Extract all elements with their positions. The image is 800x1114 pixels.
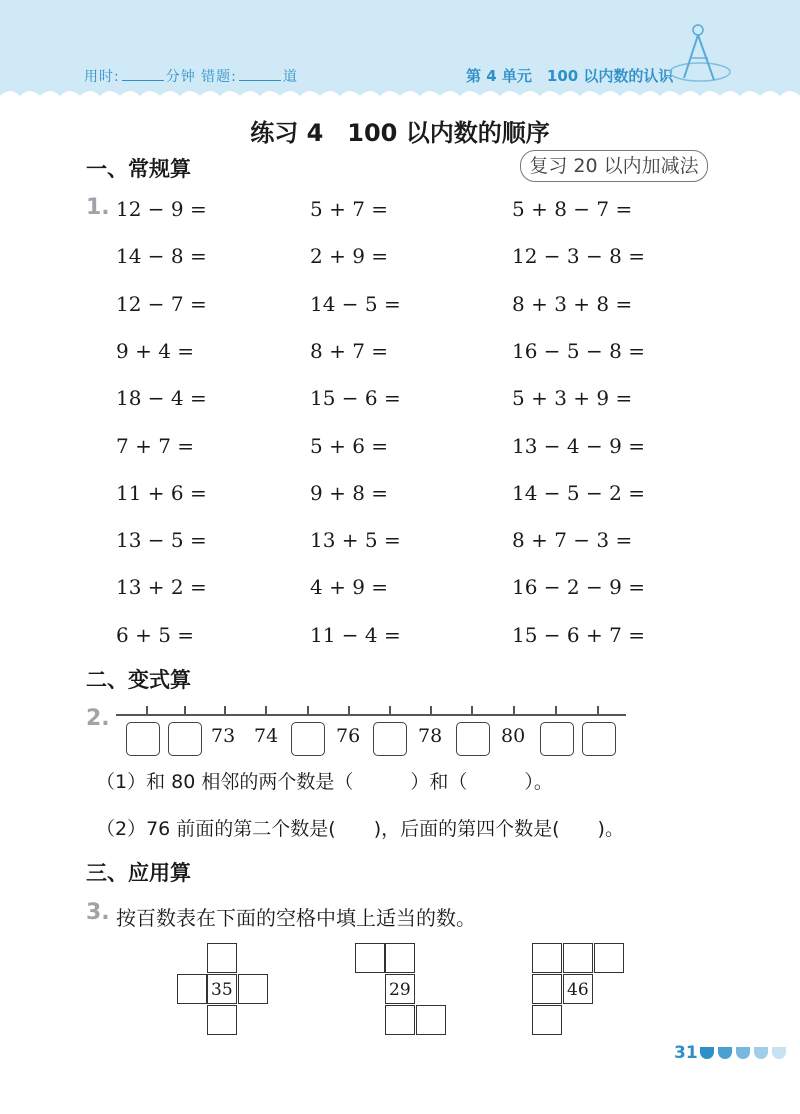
- page-title: 练习 4 100 以内数的顺序: [250, 119, 550, 147]
- section1-heading: 一、常规算: [86, 157, 191, 181]
- arithmetic-problem: 15 − 6 + 7 =: [512, 622, 645, 647]
- time-unit: 分钟: [165, 69, 196, 85]
- errors-blank[interactable]: [239, 68, 281, 81]
- unit-title: 第 4 单元 100 以内数的认识: [466, 67, 674, 85]
- arithmetic-problem: 13 + 5 =: [310, 528, 401, 553]
- grid-cell[interactable]: [532, 1005, 562, 1035]
- answer-box[interactable]: [126, 722, 160, 756]
- number-line-tick: [307, 706, 309, 715]
- errors-label: 错题:: [201, 69, 237, 85]
- arithmetic-problem: 13 − 4 − 9 =: [512, 433, 645, 458]
- arithmetic-problem: 8 + 7 − 3 =: [512, 528, 633, 553]
- number-line-value: 73: [211, 725, 236, 747]
- time-errors-record: [84, 66, 298, 86]
- compass-icon: [664, 20, 734, 90]
- arithmetic-problem: 5 + 8 − 7 =: [512, 197, 633, 221]
- arithmetic-problem: 11 + 6 =: [116, 480, 207, 505]
- grid-given-number: 35: [211, 980, 233, 1000]
- arithmetic-problem: 8 + 3 + 8 =: [512, 291, 633, 316]
- grid-cell[interactable]: [532, 943, 562, 973]
- page-number: 31: [674, 1043, 698, 1063]
- arithmetic-problem: 5 + 7 =: [310, 197, 389, 221]
- arithmetic-problem: 18 − 4 =: [116, 386, 207, 411]
- number-line-tick: [389, 706, 391, 715]
- answer-box[interactable]: [540, 722, 574, 756]
- arithmetic-problem: 14 − 5 =: [310, 291, 401, 316]
- grid-cell[interactable]: [207, 1005, 237, 1035]
- arithmetic-problem: 13 − 5 =: [116, 528, 207, 553]
- page-dot: [772, 1047, 786, 1059]
- arithmetic-problem: 6 + 5 =: [116, 622, 195, 647]
- arithmetic-problem: 2 + 9 =: [310, 244, 389, 269]
- number-line-tick: [348, 706, 350, 715]
- errors-unit: 道: [282, 69, 298, 85]
- grid-cell[interactable]: [207, 943, 237, 973]
- arithmetic-problem: 16 − 2 − 9 =: [512, 575, 645, 600]
- answer-box[interactable]: [582, 722, 616, 756]
- grid-cell[interactable]: [385, 1005, 415, 1035]
- arithmetic-problem: 9 + 8 =: [310, 480, 389, 505]
- arithmetic-problem: 12 − 3 − 8 =: [512, 244, 645, 269]
- question-2-1: （1）和 80 相邻的两个数是（ ）和（ ）。: [96, 771, 553, 793]
- number-line-tick: [224, 706, 226, 715]
- grid-cell[interactable]: [385, 943, 415, 973]
- number-line-tick: [184, 706, 186, 715]
- arithmetic-problem: 8 + 7 =: [310, 338, 389, 363]
- question-number-1: 1.: [86, 195, 110, 220]
- answer-box[interactable]: [168, 722, 202, 756]
- answer-box[interactable]: [373, 722, 407, 756]
- answer-box[interactable]: [291, 722, 325, 756]
- question-2-2: （2）76 前面的第二个数是( )，后面的第四个数是( )。: [96, 818, 624, 840]
- arithmetic-problem: 9 + 4 =: [116, 338, 195, 363]
- time-blank[interactable]: [122, 68, 164, 81]
- review-badge: 复习 20 以内加减法: [520, 150, 708, 182]
- page-dot: [718, 1047, 732, 1059]
- arithmetic-problem: 13 + 2 =: [116, 575, 207, 600]
- grid-cell[interactable]: [238, 974, 268, 1004]
- arithmetic-problem: 16 − 5 − 8 =: [512, 338, 645, 363]
- arithmetic-problem: 12 − 7 =: [116, 291, 207, 316]
- question-number-3: 3.: [86, 900, 110, 925]
- page-dot: [754, 1047, 768, 1059]
- section3-heading: 三、应用算: [86, 861, 191, 885]
- number-line-tick: [430, 706, 432, 715]
- grid-cell[interactable]: [594, 943, 624, 973]
- section2-heading: 二、变式算: [86, 668, 191, 692]
- grid-cell[interactable]: [416, 1005, 446, 1035]
- grid-cell[interactable]: [355, 943, 385, 973]
- page-dot: [736, 1047, 750, 1059]
- number-line-tick: [265, 706, 267, 715]
- arithmetic-problem: 7 + 7 =: [116, 433, 195, 458]
- question-3-prompt: 按百数表在下面的空格中填上适当的数。: [116, 906, 476, 930]
- number-line-value: 80: [501, 725, 526, 747]
- grid-given-number: 29: [389, 980, 411, 1000]
- number-line-tick: [597, 706, 599, 715]
- grid-cell[interactable]: [532, 974, 562, 1004]
- question-number-2: 2.: [86, 706, 110, 731]
- grid-given-number: 46: [567, 980, 589, 1000]
- number-line-tick: [555, 706, 557, 715]
- grid-cell[interactable]: [177, 974, 207, 1004]
- arithmetic-problem: 15 − 6 =: [310, 386, 401, 411]
- arithmetic-problem: 4 + 9 =: [310, 575, 389, 600]
- number-line: [116, 714, 626, 716]
- arithmetic-problem: 12 − 9 =: [116, 197, 207, 221]
- time-label: 用时:: [84, 69, 120, 85]
- number-line-tick: [513, 706, 515, 715]
- arithmetic-problem: 5 + 3 + 9 =: [512, 386, 633, 411]
- arithmetic-problem: 5 + 6 =: [310, 433, 389, 458]
- grid-cell[interactable]: [563, 943, 593, 973]
- number-line-value: 76: [336, 725, 361, 747]
- number-line-value: 78: [418, 725, 443, 747]
- number-line-tick: [471, 706, 473, 715]
- arithmetic-problem: 14 − 5 − 2 =: [512, 480, 645, 505]
- arithmetic-problem: 14 − 8 =: [116, 244, 207, 269]
- arithmetic-problem: 11 − 4 =: [310, 622, 401, 647]
- number-line-tick: [146, 706, 148, 715]
- answer-box[interactable]: [456, 722, 490, 756]
- number-line-value: 74: [254, 725, 279, 747]
- page-dot: [700, 1047, 714, 1059]
